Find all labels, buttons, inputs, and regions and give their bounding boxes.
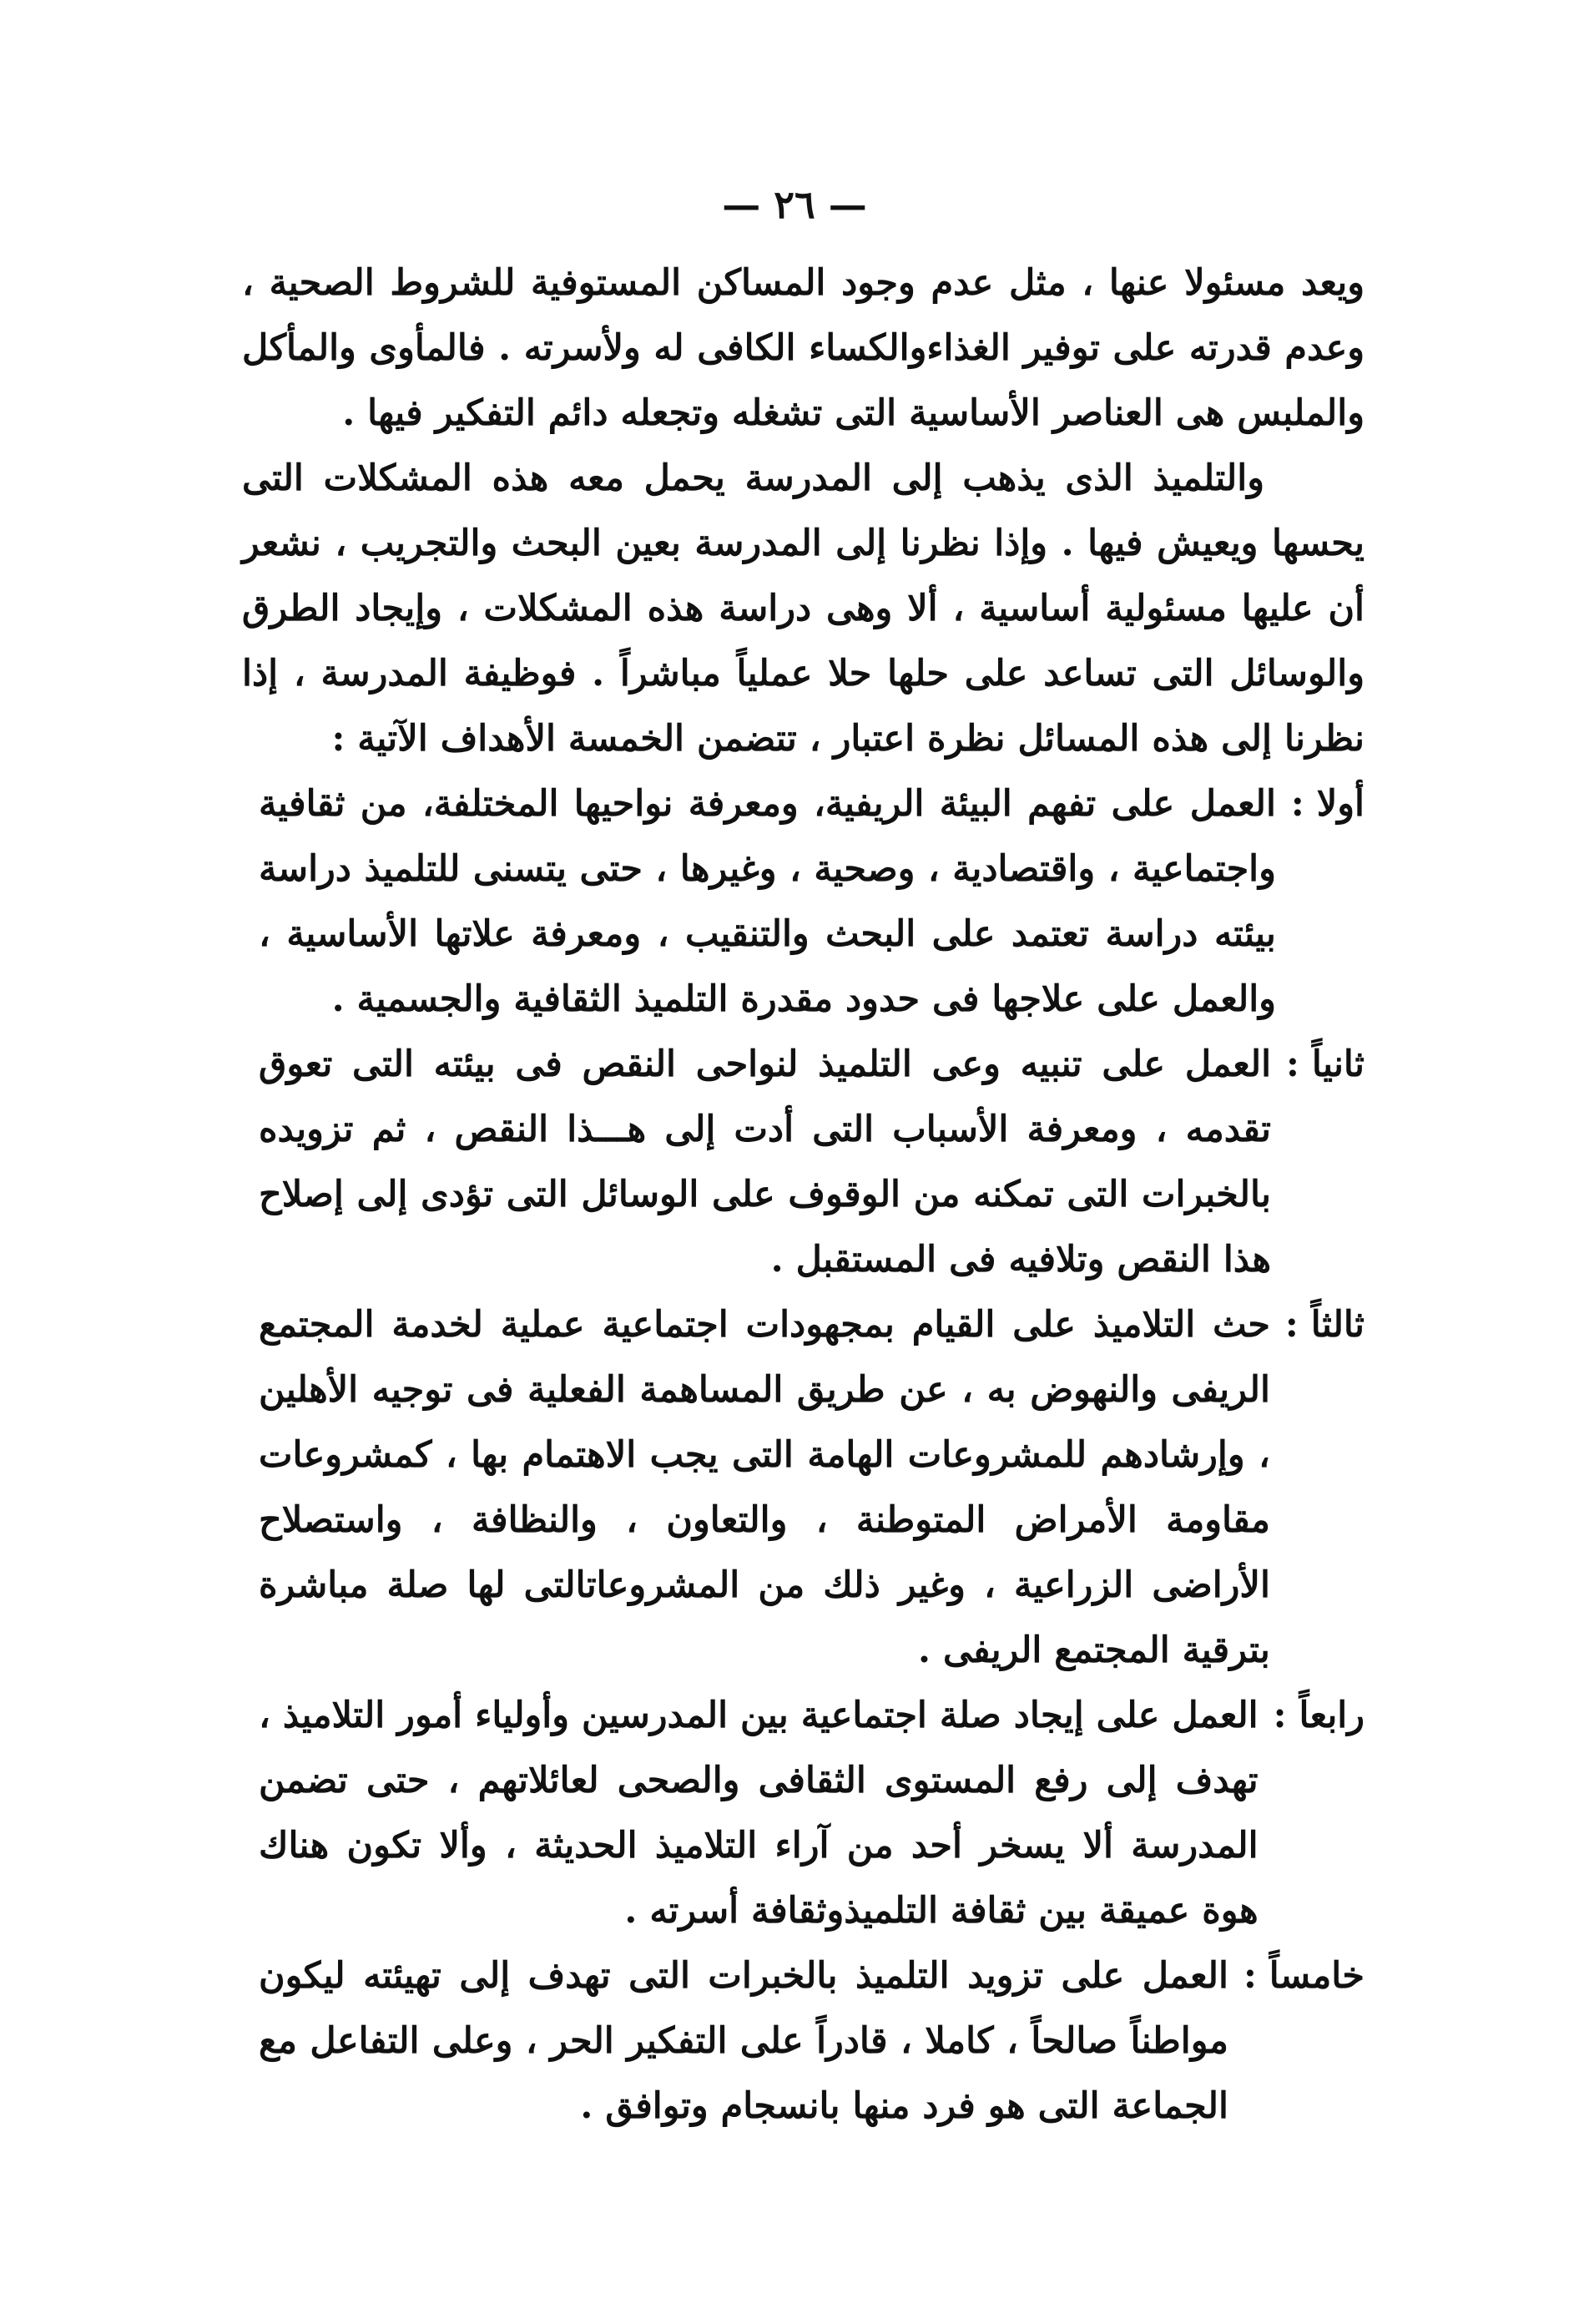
goal-label: رابعاً : [1273,1695,1365,1736]
goal-text: العمل على تزويد التلميذ بالخبرات التى تهدف إلى تهيئته ليكون مواطناً صالحاً ، كاملا ، قادراً على التفكير الحر ، وعلى التفاعل مع الجماعة التى هو فرد منها بانسجام وتوافق . [259,1955,1228,2127]
goal-label: ثانياً : [1286,1043,1365,1085]
paragraph-school-role: والتلميذ الذى يذهب إلى المدرسة يحمل معه هذه المشكلات التى يحسها ويعيش فيها . وإذا نظرنا إلى المدرسة بعين البحث والتجريب ، نشعر أن عليها مسئولية أساسية ، ألا وهى دراسة هذه المشكلات ، وإيجاد الطرق والوسائل التى تساعد على حلها حلا عملياً مباشراً . فوظيفة المدرسة ، إذا نظرنا إلى هذه المسائل نظرة اعتبار ، تتضمن الخمسة الأهداف الآتية : [242,457,1365,760]
goal-item-first [242,771,1365,1032]
goal-item-fourth [242,1683,1365,1943]
goal-text: العمل على إيجاد صلة اجتماعية بين المدرسين وأولياء أمور التلاميذ ، تهدف إلى رفع المستوى الثقافى والصحى لعائلاتهم ، حتى تضمن المدرسة ألا يسخر أحد من آراء التلاميذ الحديثة ، وألا تكون هناك هوة عميقة بين ثقافة التلميذوثقافة أسرته . [259,1695,1259,1932]
goal-label: أولا : [1290,783,1365,825]
goal-text: العمل على تنبيه وعى التلميذ لنواحى النقص فى بيئته التى تعوق تقدمه ، ومعرفة الأسباب التى أدت إلى هـــذا النقص ، ثم تزويده بالخبرات التى تمكنه من الوقوف على الوسائل التى تؤدى إلى إصلاح هذا النقص وتلافيه فى المستقبل . [259,1043,1272,1281]
page-number: — ٢٦ — [722,182,867,227]
goal-item-fifth [242,1943,1365,2139]
body-text [242,250,1365,2139]
goal-item-third [242,1292,1365,1683]
goal-text: حث التلاميذ على القيام بمجهودات اجتماعية عملية لخدمة المجتمع الريفى والنهوض به ، عن طريق المساهمة الفعلية فى توجيه الأهلين ، وإرشادهم للمشروعات الهامة التى يجب الاهتمام بها ، كمشروعات مقاومة الأمراض المتوطنة ، والتعاون ، والنظافة ، واستصلاح الأراضى الزراعية ، وغير ذلك من المشروعاتالتى لها صلة مباشرة بترقية المجتمع الريفى . [259,1304,1270,1671]
goal-label: خامساً : [1243,1955,1365,1997]
goal-item-second [242,1032,1365,1292]
goal-text: العمل على تفهم البيئة الريفية، ومعرفة نواحيها المختلفة، من ثقافية واجتماعية ، واقتصادية ، وصحية ، وغيرها ، حتى يتسنى للتلميذ دراسة بيئته دراسة تعتمد على البحث والتنقيب ، ومعرفة علاتها الأساسية ، والعمل على علاجها فى حدود مقدرة التلميذ الثقافية والجسمية . [259,783,1276,1020]
goal-label: ثالثاً : [1284,1304,1365,1346]
paragraph-continuation: ويعد مسئولا عنها ، مثل عدم وجود المساكن المستوفية للشروط الصحية ، وعدم قدرته على توفير الغذاءوالكساء الكافى له ولأسرته . فالمأوى والمأكل والملبس هى العناصر الأساسية التى تشغله وتجعله دائم التفكير فيها . [242,262,1365,434]
